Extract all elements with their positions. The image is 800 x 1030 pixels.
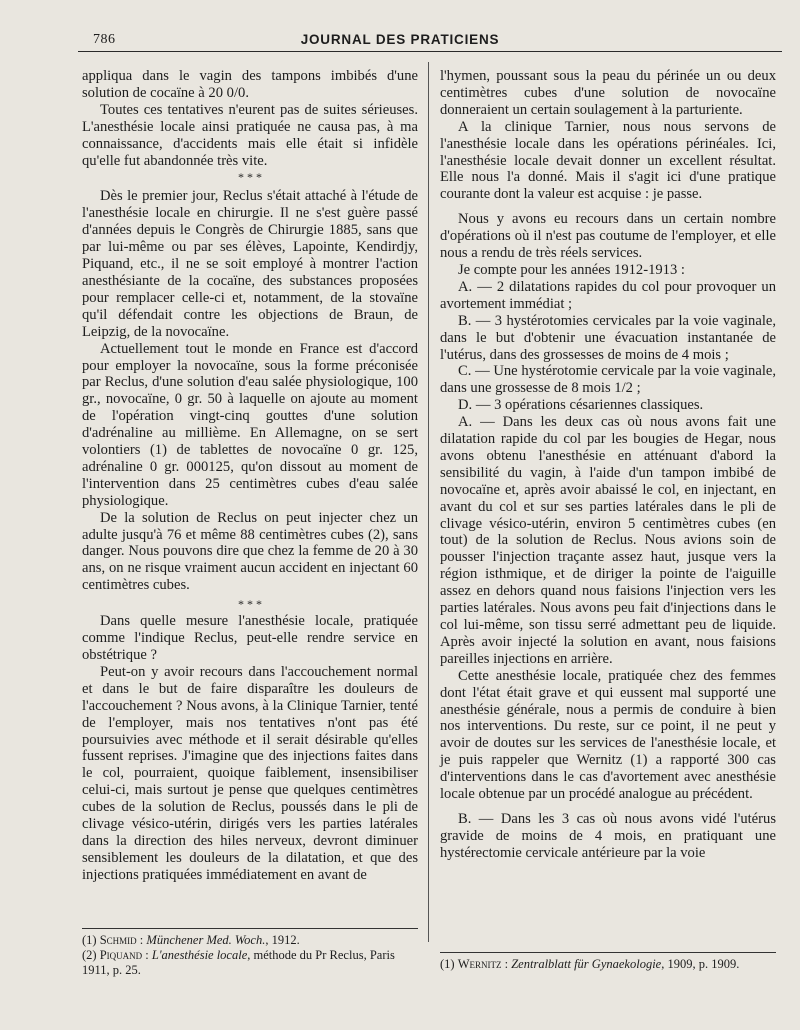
footnotes-right	[440, 952, 776, 972]
section-separator: * * *	[238, 597, 262, 612]
footnote-author: Wernitz	[457, 957, 502, 971]
paragraph: Cette anesthésie locale, pratiquée chez des femmes dont l'état était grave et qui eussent mal supporté une anesthésie générale, nous a permis de conduire à bien nos interventions. Du reste, sur ce point, il ne peut y avoir de doutes sur les services de l'anesthésie locale, et je puis rappeler que Wernitz (1) a rapporté 300 cas d'interventions dans le cas d'avortement avec anesthésie locale obtenue par un procédé analogue au précédent.	[440, 667, 776, 803]
section-separator: * * *	[238, 170, 262, 185]
footnotes-left	[82, 928, 418, 978]
footnote-separator: :	[501, 957, 512, 971]
page-header	[0, 26, 800, 52]
paragraph: appliqua dans le vagin des tampons imbibés d'une solution de cocaïne à 20 0/0.	[82, 68, 418, 101]
footnote-work: L'anesthésie locale	[151, 948, 248, 962]
footnote-work: Münchener Med. Woch.	[146, 933, 266, 947]
right-column	[440, 68, 776, 862]
list-item: A. — 2 dilatations rapides du col pour provoquer un avortement immédiat ;	[440, 278, 776, 312]
paragraph: Je compte pour les années 1912-1913 :	[458, 261, 685, 278]
paragraph: B. — Dans les 3 cas où nous avons vidé l'utérus gravide de moins de 4 mois, en pratiquant une hystérectomie cervicale antérieure par la voie	[440, 810, 776, 861]
paragraph: De la solution de Reclus on peut injecter chez un adulte jusqu'à 76 et même 88 centimètres cubes (2), sans danger. Nous pouvons dire que chez la femme de 20 à 30 ans, on ne risque vraiment aucun accident en injectant 60 centimètres cubes.	[82, 509, 418, 594]
footnote	[82, 933, 418, 948]
left-column	[82, 68, 418, 884]
list-item: D. — 3 opérations césariennes classiques.	[458, 397, 704, 414]
footnote-mark: (1)	[82, 933, 97, 947]
footnote	[82, 948, 418, 978]
column-divider	[428, 62, 429, 942]
running-title: JOURNAL DES PRATICIENS	[300, 32, 500, 47]
paragraph: Dans quelle mesure l'anesthésie locale, pratiquée comme l'indique Reclus, peut-elle rendre service en obstétrique ?	[82, 613, 418, 663]
paragraph: Actuellement tout le monde en France est d'accord pour employer la novocaïne, sous la forme préconisée par Reclus, d'une solution d'eau salée physiologique, 100 gr., novocaïne, 0 gr. 50 à laquelle on ajoute au moment de l'opération vingt-cinq gouttes d'une solution d'adrénaline au millième. En Allemagne, on se sert volontiers (1) de tablettes de novocaïne 0 gr. 125, adrénaline 0 gr. 000125, qu'on dissout au moment de l'intervention dans 25 centimètres cubes d'eau salée physiologique.	[82, 340, 418, 509]
paragraph: A. — Dans les deux cas où nous avons fait une dilatation rapide du col par les bougies de Hegar, nous avons obtenu l'anesthésie en atténuant d'abord la sensibilité du vagin, à l'aide d'un tampon imbibé de novocaïne et, après avoir abaissé le col, en injectant, en avant du col et sur ses parties latérales dans le pli de clivage vésico-utérin, environ 5 centimètres cubes (en tout) de la solution de Reclus. Nous avions soin de pousser l'injection traçante assez haut, jusque vers la région isthmique, et de diriger la pointe de l'aiguille assez en dehors quand nous faisions l'injection vers les parties latérales. Nous avons peu fait d'injections dans le col lui-même, son tissu serré admettant peu de liquide. Après avoir injecté la solution en avant, nous faisions pareilles injections en arrière.	[440, 414, 776, 667]
footnote-rest: , 1909, p. 1909.	[661, 957, 740, 971]
page-number: 786	[93, 32, 116, 47]
paragraph: Dès le premier jour, Reclus s'était attaché à l'étude de l'anesthésie locale en chirurgie. Il ne s'est guère passé d'années depuis le Congrès de Chirurgie 1885, sans que par lui-même ou par ses élèves, Lapointe, Kendirdjy, Piquand, etc., il ne se soit employé à montrer l'action anesthésiante de la cocaïne, des substances proposées pour remplacer celle-ci et, notamment, de la stovaïne qu'il défendait contre les objections de Braun, de Leipzig, de la novocaïne.	[82, 188, 418, 340]
footnote-rest: , méthode du Pr Reclus, Paris 1911, p. 25.	[82, 948, 395, 977]
footnote-rest: , 1912.	[265, 933, 300, 947]
paragraph: Nous y avons eu recours dans un certain nombre d'opérations où il n'est pas coutume de l'employer, et elle nous a rendu de très réels services.	[440, 211, 776, 262]
header-rule	[78, 51, 782, 52]
paragraph: Toutes ces tentatives n'eurent pas de suites sérieuses. L'anesthésie locale ainsi pratiquée ne causa pas, à ma connaissance, d'accidents mais elle était si infidèle qu'elle fut abandonnée très vite.	[82, 101, 418, 169]
footnote-separator: :	[142, 948, 152, 962]
footnote-separator: :	[136, 933, 147, 947]
list-item: B. — 3 hystérotomies cervicales par la voie vaginale, dans le but d'obtenir une évacuation instantanée de l'utérus, dans des grossesses de moins de 4 mois ;	[440, 312, 776, 363]
paragraph: A la clinique Tarnier, nous nous servons de l'anesthésie locale dans les opérations périnéales. Ici, l'anesthésie locale devait donner un excellent résultat. Elle nous l'a donné. Mais il s'agit ici d'une pratique courante dont la valeur est acquise : je passe.	[440, 118, 776, 203]
footnote-author: Schmid	[99, 933, 137, 947]
paragraph: Peut-on y avoir recours dans l'accouchement normal et dans le but de faire disparaître les douleurs de l'accouchement ? Nous avons, à la Clinique Tarnier, tenté de l'employer, mais nos tentatives n'ont pas été poursuivies avec méthode et il serait désirable qu'elles fussent reprises. J'imagine que des injections faites dans le col, pourraient, quoique faiblement, insensibiliser celui-ci, mais surtout je pense que quelques centimètres cubes de la solution de Reclus, poussés dans le pli de clivage vésico-utérin, dirigés vers les parties latérales dans la direction des hiles nerveux, devront diminuer sensiblement les douleurs de la dilatation, et que des injections pratiquées immédiatement en avant de	[82, 663, 418, 883]
footnote-work: Zentralblatt für Gynaekologie	[511, 957, 662, 971]
footnote-author: Piquand	[99, 948, 143, 962]
list-item: C. — Une hystérotomie cervicale par la voie vaginale, dans une grossesse de 8 mois 1/2 ;	[440, 363, 776, 397]
footnote-mark: (1)	[440, 957, 455, 971]
footnote	[440, 957, 776, 972]
paragraph: l'hymen, poussant sous la peau du périnée un ou deux centimètres cubes d'une solution de novocaïne donneraient un certain soulagement à la parturiente.	[440, 68, 776, 118]
footnote-mark: (2)	[82, 948, 97, 962]
